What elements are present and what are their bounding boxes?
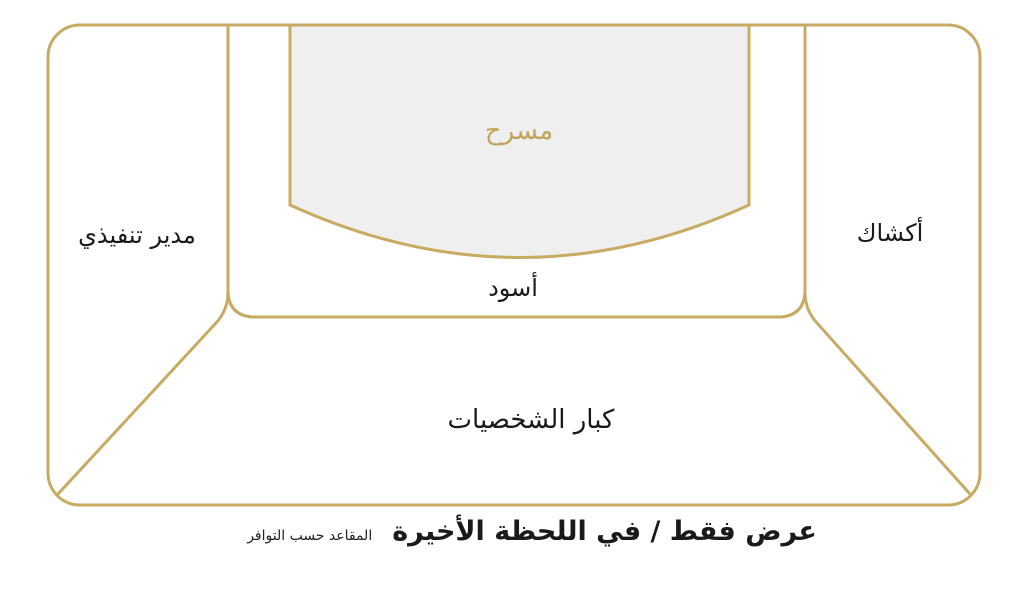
section-black-label: أسود <box>488 274 538 302</box>
stage-label: مسرح <box>484 116 554 146</box>
section-kiosks-label: أكشاك <box>856 219 924 247</box>
caption-availability-note: المقاعد حسب التوافر <box>247 528 373 544</box>
section-executive-region[interactable] <box>50 27 226 313</box>
section-kiosks-region[interactable] <box>807 27 978 313</box>
caption <box>40 516 1024 547</box>
section-vip-label: كبار الشخصيات <box>447 405 615 435</box>
section-executive-label: مدير تنفيذي <box>78 221 196 249</box>
caption-main: عرض فقط / في اللحظة الأخيرة <box>392 516 817 547</box>
